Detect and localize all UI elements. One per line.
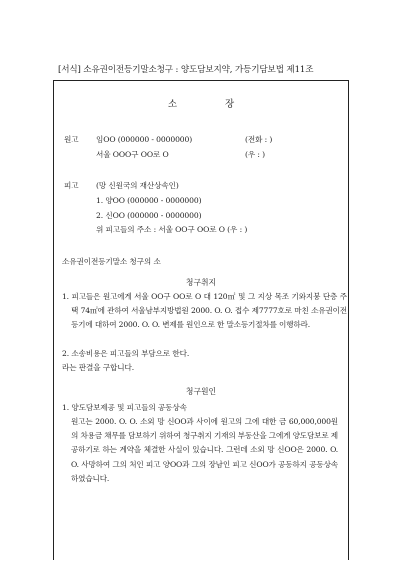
defendants-address: 위 피고들의 주소 : 서울 OO구 OO로 O (우 : ) (96, 225, 248, 234)
plaintiff-phone: (전화 : ) (245, 135, 273, 144)
plaintiff-name: 임OO (000000 - 0000000) (96, 135, 193, 144)
case-name: 소유권이전등기말소 청구의 소 (62, 257, 161, 266)
defendants-label: 피고 (64, 181, 79, 190)
form-title: [서식] 소유권이전등기말소청구 : 양도담보지약, 가등기담보법 제11조 (58, 65, 314, 75)
plaintiff-address: 서울 OOO구 OO로 O (96, 150, 169, 159)
document-title: 소장 (167, 99, 283, 110)
cause-text: 원고는 2000. O. O. 소외 망 신OO과 사이에 원고의 그에 대한 금 60,000,000원의 차용금 채무를 담보하기 위하여 청구취지 기재의 부동산을 그에게 양도담보로 제공하기로 하는 계약을 체결한 사실이 있습니다. 그런데 소외 망 신OO은 2000. O. O. 사망하여 그의 처인 피고 양OO과 그의 장남인 피고 신OO가 공동하지 공동상속하였습니다. (71, 417, 338, 483)
claim-heading: 청구취지 (185, 278, 217, 287)
plaintiff-zip: (우 : ) (245, 150, 266, 159)
defendants-heading: (망 신원국의 재산상속인) (96, 181, 179, 190)
defendant-item: 1. 양OO (000000 - 0000000) (96, 196, 202, 205)
defendant-item: 2. 신OO (000000 - 0000000) (96, 211, 202, 220)
plaintiff-label: 원고 (64, 135, 79, 144)
claim-item-1: 1. 피고들은 원고에게 서울 OO구 OO로 O 대 120㎡ 및 그 지상 목조 기와지붕 단층 주택 74㎡에 관하여 서울남부지방법원 2000. O. O. 접수 제7777호로 마친 소유권이전등기에 대하여 2000. O. O. 변제를 원인으로 한 말소등기절차를 이행하라. (62, 292, 347, 330)
claim-item-2: 2. 소송비용은 피고들의 부담으로 한다. (62, 349, 190, 358)
cause-subheading: 1. 양도담보제공 및 피고들의 공동상속 (62, 403, 187, 412)
judgment-request: 라는 판결을 구합니다. (62, 363, 135, 372)
cause-heading: 청구원인 (185, 387, 217, 396)
